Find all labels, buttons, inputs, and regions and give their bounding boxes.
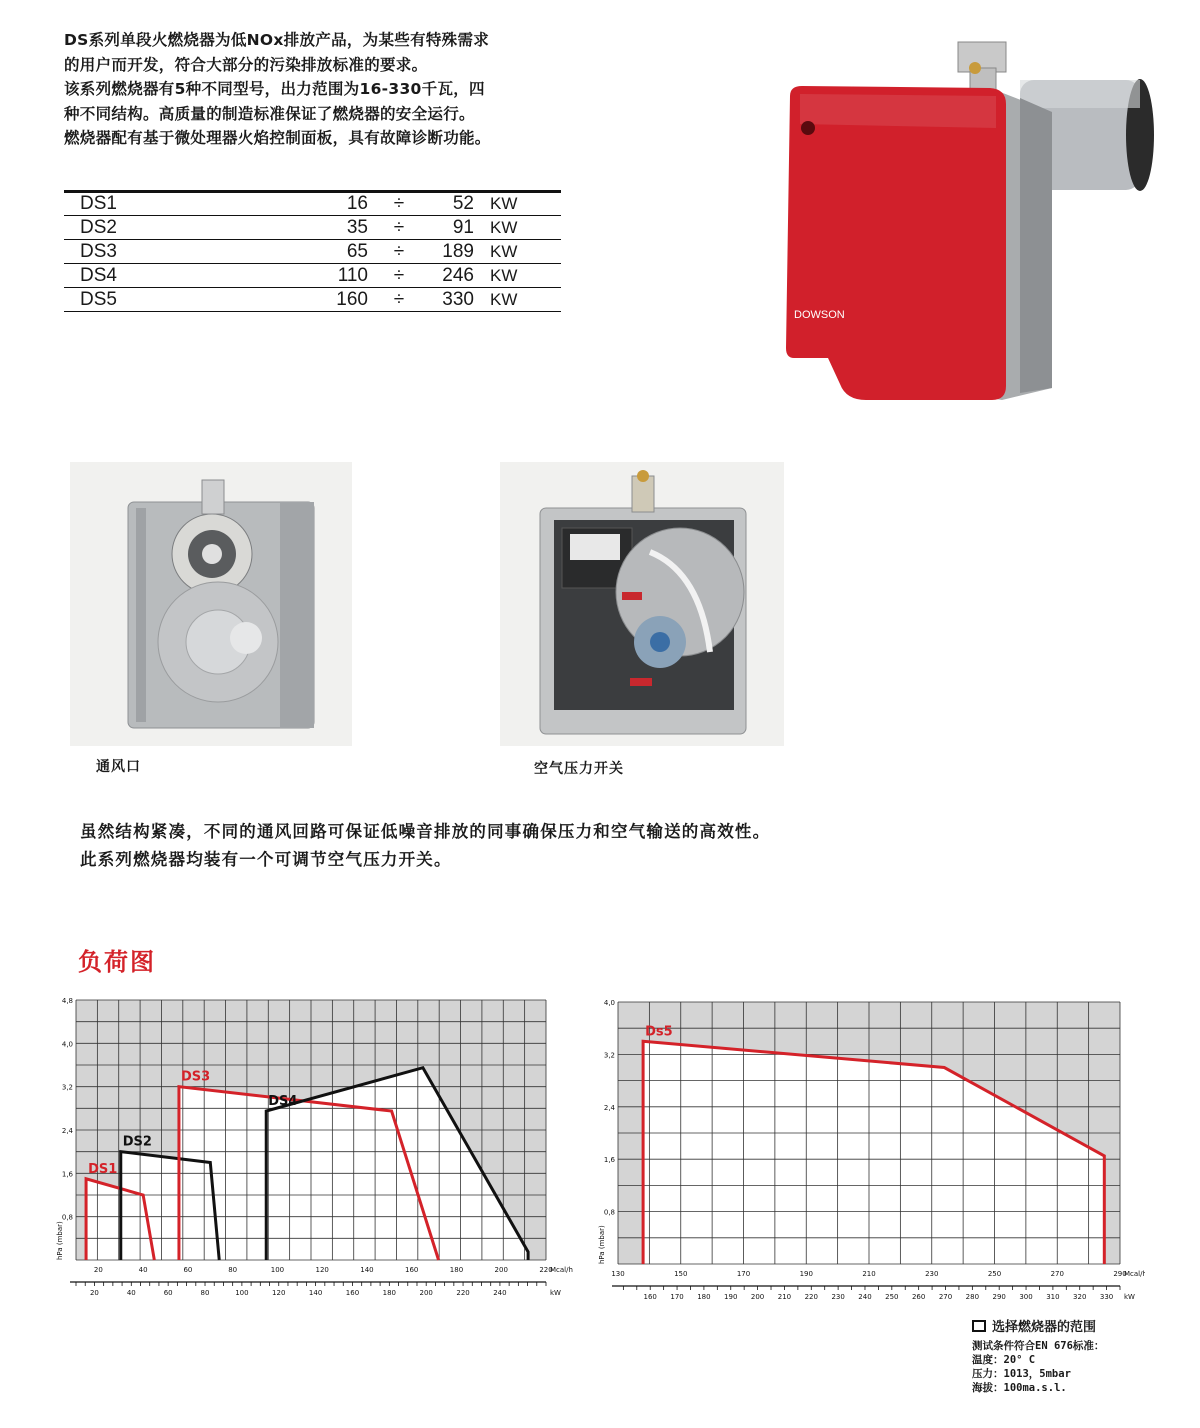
y-tick-label: 0,8 xyxy=(603,1208,615,1217)
x-unit-label: Mcal/h xyxy=(1124,1270,1145,1278)
air-pressure-switch-caption: 空气压力开关 xyxy=(534,761,624,777)
model-min-cell: 110 xyxy=(234,264,374,288)
model-max-cell: 189 xyxy=(424,240,474,264)
model-min-cell: 35 xyxy=(234,216,374,240)
model-sep-cell: ÷ xyxy=(374,264,424,288)
y-tick-label: 3,2 xyxy=(61,1083,73,1092)
x2-tick-label: 250 xyxy=(885,1293,899,1301)
x-tick-label: 250 xyxy=(987,1270,1002,1278)
model-model-cell: DS4 xyxy=(64,264,234,288)
x2-tick-label: 230 xyxy=(831,1293,845,1301)
x2-tick-label: 180 xyxy=(382,1289,397,1297)
y-tick-label: 1,6 xyxy=(603,1156,615,1165)
intro-line: 燃烧器配有基于微处理器火焰控制面板，具有故障诊断功能。 xyxy=(64,129,491,147)
y-tick-label: 1,6 xyxy=(61,1170,73,1179)
model-max-cell: 246 xyxy=(424,264,474,288)
x-tick-label: 210 xyxy=(862,1270,876,1278)
intro-line: DS系列单段火燃烧器为低NOx排放产品，为某些有特殊需求 xyxy=(64,31,490,49)
x-tick-label: 130 xyxy=(611,1270,625,1278)
model-min-cell: 16 xyxy=(234,192,374,216)
load-chart-ds5 xyxy=(590,992,1145,1322)
x2-tick-label: 240 xyxy=(858,1293,872,1301)
x2-tick-label: 240 xyxy=(493,1289,507,1297)
range-swatch xyxy=(972,1320,986,1332)
x-tick-label: 80 xyxy=(228,1266,238,1274)
model-sep-cell: ÷ xyxy=(374,240,424,264)
x2-tick-label: 20 xyxy=(89,1289,99,1297)
series-label: DS2 xyxy=(122,1134,152,1150)
model-row xyxy=(64,192,561,216)
intro-line: 的用户而开发，符合大部分的污染排放标准的要求。 xyxy=(64,55,428,74)
brand-logo: DOWSON xyxy=(794,309,845,321)
chart-legend xyxy=(972,1316,1104,1395)
x2-tick-label: 330 xyxy=(1099,1293,1114,1301)
x-tick-label: 20 xyxy=(93,1266,103,1274)
y-axis-label: hPa (mbar) xyxy=(598,1225,606,1264)
x2-tick-label: 140 xyxy=(308,1289,323,1297)
x-unit-label: Mcal/h xyxy=(550,1266,573,1274)
x2-tick-label: 310 xyxy=(1046,1293,1060,1301)
x2-tick-label: 170 xyxy=(670,1293,684,1301)
series-label: Ds5 xyxy=(645,1024,673,1040)
test-condition: 温度：20° C xyxy=(972,1354,1036,1366)
x2-tick-label: 40 xyxy=(126,1289,136,1297)
model-min-cell: 160 xyxy=(234,288,374,312)
series-label: DS1 xyxy=(88,1161,118,1177)
model-model-cell: DS1 xyxy=(64,192,234,216)
series-label: DS3 xyxy=(180,1069,211,1085)
y-tick-label: 3,2 xyxy=(603,1051,615,1060)
x-tick-label: 180 xyxy=(449,1266,464,1274)
model-row xyxy=(64,216,561,240)
description-paragraph xyxy=(80,818,770,874)
y-tick-label: 4,8 xyxy=(61,997,73,1005)
x-tick-label: 40 xyxy=(138,1266,148,1274)
model-model-cell: DS3 xyxy=(64,240,234,264)
intro-line: 该系列燃烧器有5种不同型号，出力范围为16-330千瓦，四 xyxy=(64,80,485,98)
model-model-cell: DS5 xyxy=(64,288,234,312)
x-tick-label: 200 xyxy=(494,1266,508,1274)
x2-tick-label: 160 xyxy=(345,1289,360,1297)
x2-tick-label: 220 xyxy=(804,1293,818,1301)
intro-line: 种不同结构。高质量的制造标准保证了燃烧器的安全运行。 xyxy=(64,104,475,123)
x-tick-label: 120 xyxy=(315,1266,329,1274)
model-min-cell: 65 xyxy=(234,240,374,264)
test-condition: 海拔：100ma.s.l. xyxy=(972,1382,1067,1394)
air-pressure-switch-photo xyxy=(500,462,784,746)
x2-tick-label: 300 xyxy=(1019,1293,1033,1301)
x-tick-label: 60 xyxy=(183,1266,193,1274)
x2-tick-label: 220 xyxy=(456,1289,470,1297)
x2-tick-label: 160 xyxy=(643,1293,657,1301)
y-tick-label: 0,8 xyxy=(61,1213,73,1222)
model-sep-cell: ÷ xyxy=(374,216,424,240)
air-inlet-caption: 通风口 xyxy=(96,759,141,775)
load-chart-title: 负荷图 xyxy=(78,948,156,976)
model-max-cell: 52 xyxy=(424,192,474,216)
x-tick-label: 160 xyxy=(405,1266,419,1274)
x-tick-label: 220 xyxy=(539,1266,553,1274)
model-unit-cell: KW xyxy=(474,240,561,264)
series-label: DS4 xyxy=(268,1094,298,1110)
x2-tick-label: 200 xyxy=(750,1293,765,1301)
x2-tick-label: 320 xyxy=(1073,1293,1087,1301)
model-output-table xyxy=(64,190,561,312)
x-tick-label: 140 xyxy=(360,1266,374,1274)
description-line: 虽然结构紧凑，不同的通风回路可保证低噪音排放的同事确保压力和空气输送的高效性。 xyxy=(80,822,771,841)
x2-tick-label: 80 xyxy=(200,1289,210,1297)
x2-tick-label: 120 xyxy=(272,1289,286,1297)
model-sep-cell: ÷ xyxy=(374,288,424,312)
x2-tick-label: 180 xyxy=(697,1293,711,1301)
intro-paragraph xyxy=(64,28,604,151)
x2-tick-label: 280 xyxy=(965,1293,980,1301)
y-tick-label: 2,4 xyxy=(61,1127,73,1135)
model-unit-cell: KW xyxy=(474,264,561,288)
model-row xyxy=(64,264,561,288)
model-max-cell: 91 xyxy=(424,216,474,240)
x2-tick-label: 210 xyxy=(777,1293,792,1301)
x2-tick-label: 100 xyxy=(235,1289,249,1297)
x2-tick-label: 270 xyxy=(938,1293,953,1301)
model-row xyxy=(64,240,561,264)
x-tick-label: 190 xyxy=(799,1270,813,1278)
x2-unit-label: kW xyxy=(550,1289,561,1297)
model-unit-cell: KW xyxy=(474,288,561,312)
y-tick-label: 4,0 xyxy=(603,999,615,1007)
x2-tick-label: 190 xyxy=(724,1293,738,1301)
air-inlet-photo xyxy=(70,462,352,746)
model-row xyxy=(64,288,561,312)
x2-tick-label: 200 xyxy=(419,1289,433,1297)
x-tick-label: 270 xyxy=(1050,1270,1064,1278)
x2-tick-label: 60 xyxy=(163,1289,173,1297)
model-model-cell: DS2 xyxy=(64,216,234,240)
model-unit-cell: KW xyxy=(474,192,561,216)
x-tick-label: 230 xyxy=(925,1270,939,1278)
burner-product-image xyxy=(770,28,1170,408)
load-chart-ds1-ds4 xyxy=(50,992,585,1312)
test-condition: 测试条件符合EN 676标准： xyxy=(972,1340,1105,1352)
y-axis-label: hPa (mbar) xyxy=(56,1221,64,1260)
model-max-cell: 330 xyxy=(424,288,474,312)
x-tick-label: 150 xyxy=(674,1270,688,1278)
test-condition: 压力：1013，5mbar xyxy=(972,1368,1071,1380)
description-line: 此系列燃烧器均装有一个可调节空气压力开关。 xyxy=(80,850,452,869)
x2-tick-label: 290 xyxy=(992,1293,1006,1301)
y-tick-label: 4,0 xyxy=(61,1040,73,1049)
x-tick-label: 100 xyxy=(270,1266,285,1274)
model-sep-cell: ÷ xyxy=(374,192,424,216)
model-unit-cell: KW xyxy=(474,216,561,240)
legend-label: 选择燃烧器的范围 xyxy=(992,1320,1097,1335)
x2-unit-label: kW xyxy=(1124,1293,1135,1301)
x-tick-label: 290 xyxy=(1113,1270,1127,1278)
x2-tick-label: 260 xyxy=(911,1293,926,1301)
y-tick-label: 2,4 xyxy=(603,1103,615,1112)
x-tick-label: 170 xyxy=(736,1270,751,1278)
